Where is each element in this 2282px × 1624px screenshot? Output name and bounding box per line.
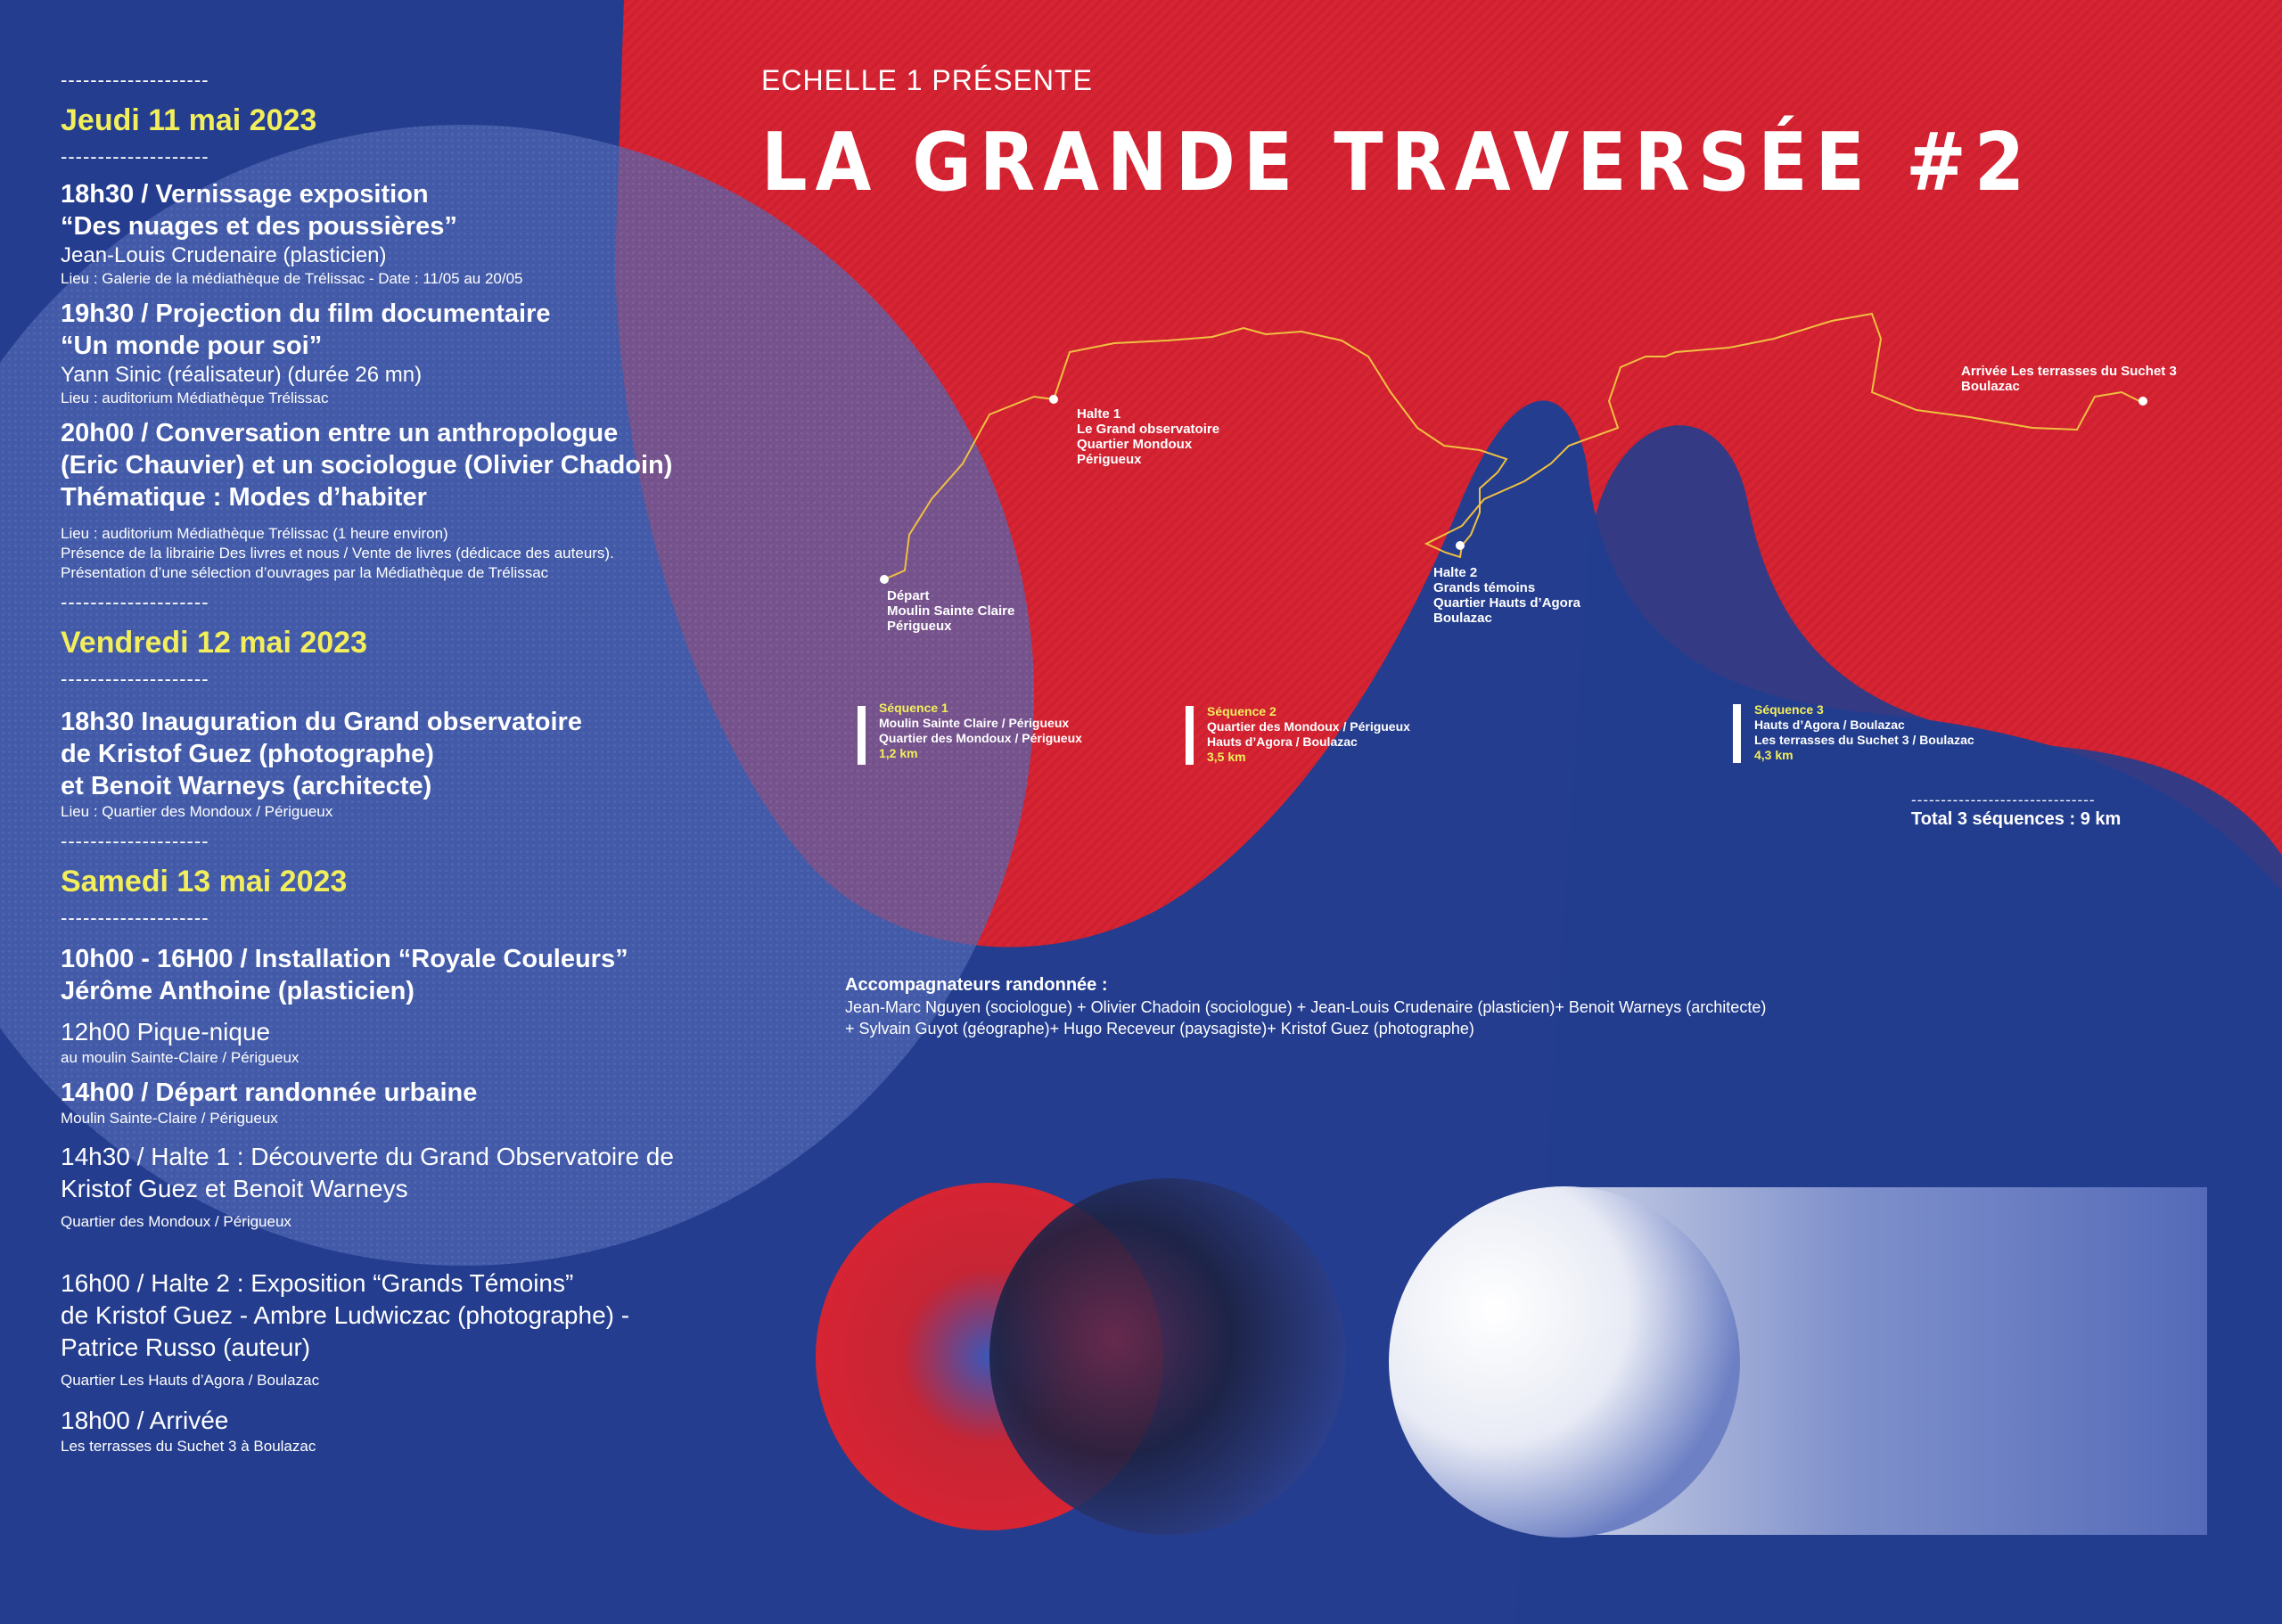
day-3-date: Samedi 13 mai 2023 xyxy=(61,865,348,898)
sequence-distance: 1,2 km xyxy=(879,746,918,760)
sequence-3-bar xyxy=(1733,704,1741,763)
event-title: LA GRANDE TRAVERSÉE #2 xyxy=(761,116,2033,209)
separator: -------------------- xyxy=(61,906,209,929)
sequence-distance: 4,3 km xyxy=(1754,748,1794,762)
separator: -------------------- xyxy=(61,668,209,690)
sequence-line: Hauts d’Agora / Boulazac xyxy=(1207,734,1358,749)
event-picnic xyxy=(61,1016,774,1068)
sequence-2-bar xyxy=(1186,706,1194,765)
sequence-title: Séquence 3 xyxy=(1754,702,1824,717)
day-1-date: Jeudi 11 mai 2023 xyxy=(61,103,317,137)
event-installation xyxy=(61,943,774,1007)
guides-block xyxy=(845,973,2093,1039)
event-person: Jean-Louis Crudenaire (plasticien) xyxy=(61,243,387,267)
event-title: 19h30 / Projection du film documentaire “Un monde pour soi” xyxy=(61,299,551,360)
sequence-1 xyxy=(879,701,1082,761)
sequence-title: Séquence 2 xyxy=(1207,704,1276,718)
sequence-title: Séquence 1 xyxy=(879,701,948,715)
sequence-1-bar xyxy=(858,706,866,765)
event-title: 18h30 Inauguration du Grand observatoire de Kristof Guez (photographe) et Benoit Warneys (architecte) xyxy=(61,708,582,800)
event-text: 16h00 / Halte 2 : Exposition “Grands Témoins” de Kristof Guez - Ambre Ludwiczac (photographe) - Patrice Russo (auteur) xyxy=(61,1269,630,1361)
sequence-line: Quartier des Mondoux / Périgueux xyxy=(879,731,1082,745)
sequence-line: Hauts d’Agora / Boulazac xyxy=(1754,718,1905,732)
event-title: 14h00 / Départ randonnée urbaine xyxy=(61,1079,478,1107)
total-separator: ------------------------------- xyxy=(1911,791,2096,808)
guides-title: Accompagnateurs randonnée : xyxy=(845,975,1108,995)
separator: -------------------- xyxy=(61,145,209,168)
event-halte-1 xyxy=(61,1141,774,1232)
event-inauguration xyxy=(61,706,774,822)
separator: -------------------- xyxy=(61,69,209,91)
map-label-arrivee: Arrivée Les terrasses du Suchet 3 Boulazac xyxy=(1961,364,2177,394)
program-column xyxy=(61,68,774,1456)
sequence-3 xyxy=(1754,702,1974,763)
event-place: Quartier Les Hauts d’Agora / Boulazac xyxy=(61,1372,320,1389)
guides-line-1: Jean-Marc Nguyen (sociologue) + Olivier Chadoin (sociologue) + Jean-Louis Crudenaire (plasticien)+ Benoit Warneys (architecte) xyxy=(845,998,1767,1016)
sequence-line: Les terrasses du Suchet 3 / Boulazac xyxy=(1754,733,1974,747)
event-arrival xyxy=(61,1405,774,1456)
event-projection xyxy=(61,298,774,408)
event-place: Lieu : Galerie de la médiathèque de Trélissac - Date : 11/05 au 20/05 xyxy=(61,270,523,287)
event-departure xyxy=(61,1077,774,1128)
event-title: 20h00 / Conversation entre un anthropologue (Eric Chauvier) et un sociologue (Olivier Chadoin) Thématique : Modes d’habiter xyxy=(61,419,673,512)
event-text: 18h00 / Arrivée xyxy=(61,1407,229,1434)
map-label-halte-2: Halte 2 Grands témoins Quartier Hauts d’Agora Boulazac xyxy=(1433,565,1581,626)
map-label-depart: Départ Moulin Sainte Claire Périgueux xyxy=(887,588,1015,634)
sequence-2 xyxy=(1207,704,1410,765)
event-place: Lieu : auditorium Médiathèque Trélissac xyxy=(61,390,329,406)
separator: -------------------- xyxy=(61,830,209,852)
guides-line-2: + Sylvain Guyot (géographe)+ Hugo Receveur (paysagiste)+ Kristof Guez (photographe) xyxy=(845,1020,1474,1038)
event-halte-2 xyxy=(61,1267,774,1390)
event-title: 18h30 / Vernissage exposition “Des nuages et des poussières” xyxy=(61,180,457,241)
event-person: Yann Sinic (réalisateur) (durée 26 mn) xyxy=(61,363,423,387)
event-text: 12h00 Pique-nique xyxy=(61,1018,271,1046)
event-place: Quartier des Mondoux / Périgueux xyxy=(61,1213,291,1230)
sequence-line: Quartier des Mondoux / Périgueux xyxy=(1207,719,1410,734)
day-2-date: Vendredi 12 mai 2023 xyxy=(61,626,367,660)
total-distance: Total 3 séquences : 9 km xyxy=(1911,809,2122,829)
presenter-line: ECHELLE 1 PRÉSENTE xyxy=(761,64,1093,96)
event-text: 14h30 / Halte 1 : Découverte du Grand Observatoire de Kristof Guez et Benoit Warneys xyxy=(61,1143,674,1202)
event-conversation xyxy=(61,417,774,583)
event-title: 10h00 - 16H00 / Installation “Royale Couleurs” Jérôme Anthoine (plasticien) xyxy=(61,945,628,1005)
event-vernissage xyxy=(61,178,774,289)
map-label-halte-1: Halte 1 Le Grand observatoire Quartier Mondoux Périgueux xyxy=(1077,406,1220,467)
event-place: Les terrasses du Suchet 3 à Boulazac xyxy=(61,1438,316,1455)
sequence-distance: 3,5 km xyxy=(1207,750,1246,764)
event-place: Lieu : Quartier des Mondoux / Périgueux xyxy=(61,803,333,820)
separator: -------------------- xyxy=(61,591,209,613)
event-place: Moulin Sainte-Claire / Périgueux xyxy=(61,1110,278,1127)
event-place: au moulin Sainte-Claire / Périgueux xyxy=(61,1049,300,1066)
event-place: Lieu : auditorium Médiathèque Trélissac (1 heure environ) Présence de la librairie Des livres et nous / Vente de livres (dédicace des auteurs). Présentation d’une sélection d’ouvrages par la Médiathèque de Trélissac xyxy=(61,525,614,581)
sequence-line: Moulin Sainte Claire / Périgueux xyxy=(879,716,1070,730)
